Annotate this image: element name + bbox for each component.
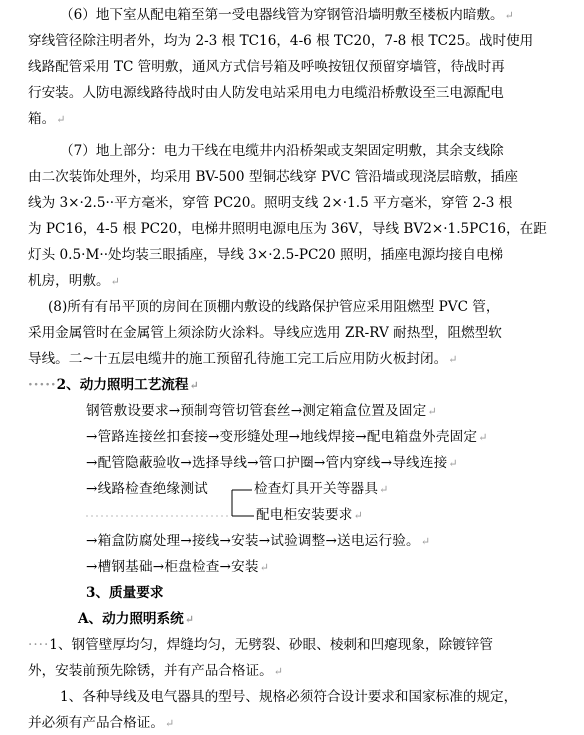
- paragraph-mark-icon: ↵: [504, 9, 514, 22]
- flow-step-line: 配电柜安装要求↵: [256, 507, 363, 523]
- paragraph-mark-icon: ↵: [110, 275, 120, 288]
- text-line: （6）地下室从配电箱至第一受电器线管为穿钢管沿墙明敷至楼板内暗敷。↵: [60, 7, 514, 23]
- text-line: 导线。二~十五层电缆井的施工预留孔待施工完工后应用防火板封闭。↵: [28, 351, 458, 367]
- paragraph-mark-icon: ↵: [420, 535, 431, 548]
- paragraph-mark-icon: ↵: [448, 353, 458, 366]
- flow-step-line: 钢管敷设要求→预制弯管切管套丝→测定箱盒位置及固定↵: [86, 403, 437, 419]
- paragraph-mark-icon: ↵: [427, 405, 437, 418]
- flow-step-line: →配管隐蔽验收→选择导线→管口护圈→管内穿线→导线连接↵: [86, 455, 458, 471]
- text-line: （7）地上部分：电力干线在电缆井内沿桥架或支架固定明敷，其余支线除: [60, 143, 504, 159]
- flow-step-line: →线路检查绝缘测试: [86, 481, 208, 497]
- flow-step-line: 检查灯具开关等器具↵: [254, 481, 389, 497]
- text-line: 线为 3×·2.5··平方毫米，穿管 PC20。照明支线 2×·1.5 平方毫米，穿管 2-3 根: [28, 195, 513, 211]
- flow-step-line: →管路连接丝扣套接→变形缝处理→地线焊接→配电箱盘外壳固定↵: [86, 429, 488, 445]
- paragraph-mark-icon: ↵: [379, 483, 389, 496]
- text-line: 机房，明敷。↵: [28, 273, 120, 289]
- paragraph-mark-icon: ↵: [164, 717, 175, 730]
- text-line: 采用金属管时在金属管上须涂防火涂料。导线应选用 ZR-RV 耐热型，阻燃型软: [28, 325, 502, 341]
- section-heading: ·····2、动力照明工艺流程↵: [28, 377, 199, 393]
- text-line: (8)所有有吊平顶的房间在顶棚内敷设的线路保护管应采用阻燃型 PVC 管，: [48, 299, 500, 315]
- paragraph-mark-icon: ↵: [448, 457, 458, 470]
- paragraph-mark-icon: ↵: [353, 509, 363, 522]
- text-line: 为 PC16，4-5 根 PC20，电梯井照明电源电压为 36V，导线 BV2×·1.5PC16，在距: [28, 221, 547, 237]
- text-line: 1、各种导线及电气器具的型号、规格必须符合设计要求和国家标准的规定，: [60, 689, 518, 705]
- paragraph-mark-icon: ↵: [56, 113, 66, 126]
- text-line: ····1、钢管壁厚均匀，焊缝均匀，无劈裂、砂眼、棱刺和凹瘪现象，除镀锌管: [28, 637, 493, 653]
- text-line: 灯头 0.5·M··处均装三眼插座，导线 3×·2.5-PC20 照明，插座电源均接自电梯: [28, 247, 504, 263]
- flow-step-line: →箱盒防腐处理→接线→安装→试验调整→送电运行验。↵: [86, 533, 431, 549]
- paragraph-mark-icon: ↵: [273, 665, 283, 678]
- text-line: 并必须有产品合格证。↵: [28, 715, 175, 731]
- text-line: 线路配管采用 TC 管明敷，通风方式信号箱及呼唤按钮仅预留穿墙管，待战时再: [28, 59, 505, 75]
- paragraph-mark-icon: ↵: [189, 379, 199, 392]
- text-line: 箱。↵: [28, 111, 66, 127]
- paragraph-mark-icon: ↵: [184, 613, 194, 626]
- text-line: 外，安装前预先除锈，并有产品合格证。↵: [28, 663, 283, 679]
- text-line: 行安装。人防电源线路待战时由人防发电站采用电力电缆沿桥敷设至三电源配电: [28, 85, 504, 101]
- section-heading: A、动力照明系统↵: [78, 611, 194, 627]
- flow-step-line: →槽钢基础→柜盘检查→安装↵: [86, 559, 270, 575]
- paragraph-mark-icon: ↵: [259, 561, 270, 574]
- section-heading: 3、质量要求: [86, 585, 164, 601]
- paragraph-mark-icon: ↵: [478, 431, 488, 444]
- text-line: 由二次装饰处理外，均采用 BV-500 型铜芯线穿 PVC 管沿墙或现浇层暗敷，插座: [28, 169, 518, 185]
- text-line: 穿线管径除注明者外，均为 2-3 根 TC16，4-6 根 TC20，7-8 根 TC25。战时使用: [28, 33, 534, 49]
